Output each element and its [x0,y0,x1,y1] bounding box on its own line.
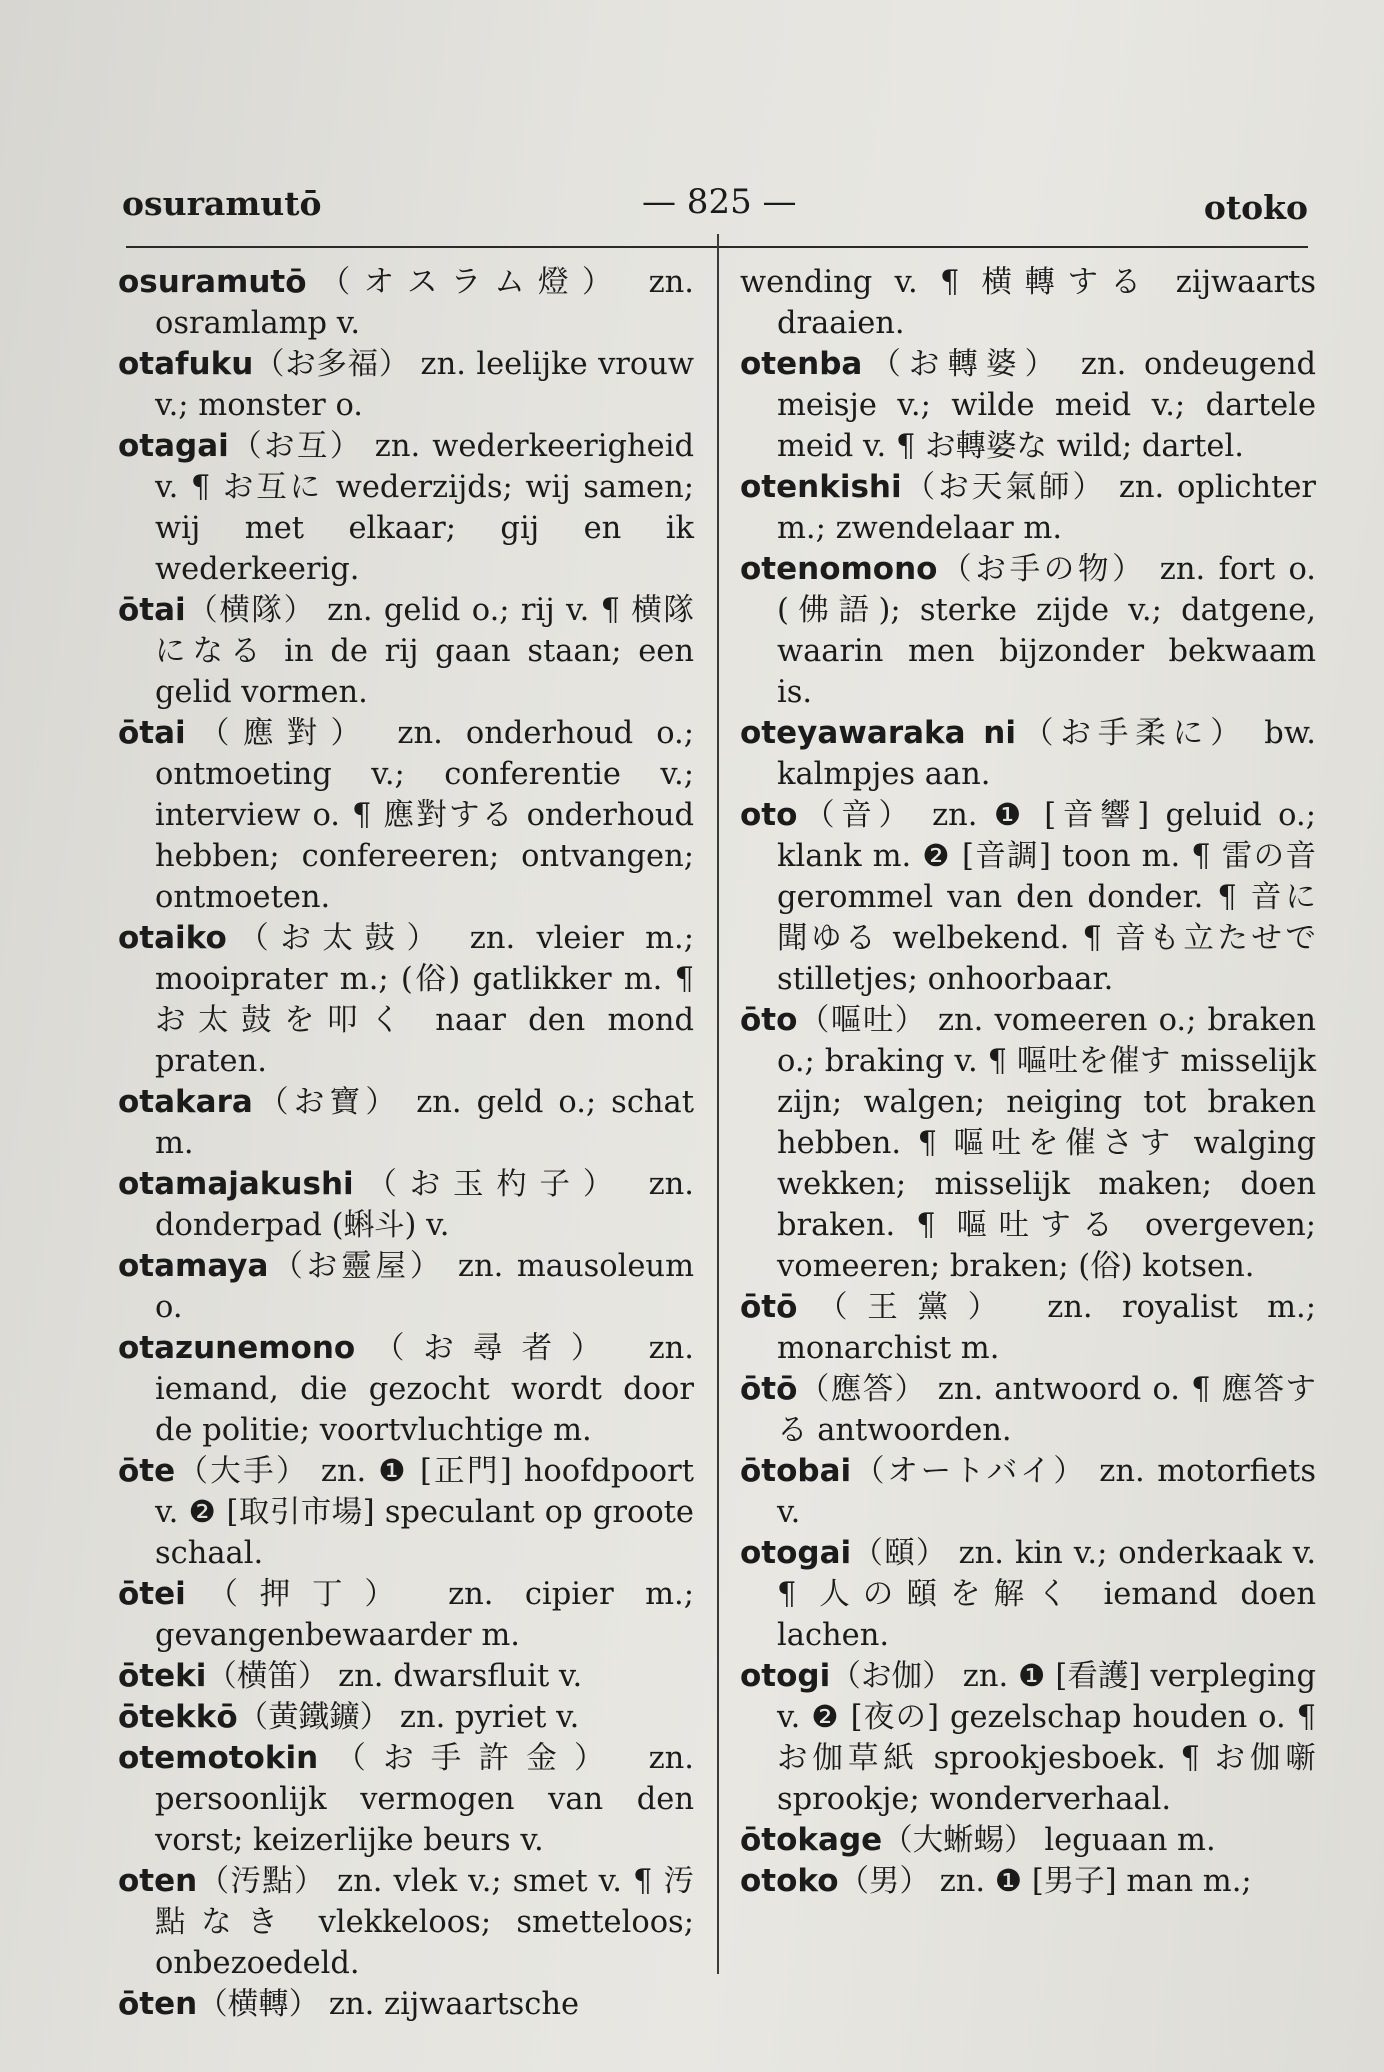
running-head-right: otoko [1203,188,1308,227]
entry-kanji: （お伽） [830,1659,953,1694]
right-column [740,262,1316,1902]
dictionary-entry [118,1656,694,1697]
entry-headword: ōtō [740,1371,798,1407]
entry-definition: zn. iemand, die gezocht wordt door de politie; voortvluchtige m. [155,1331,694,1448]
dictionary-entry [740,467,1316,549]
entry-headword: oto [740,797,798,833]
dictionary-entry [118,1082,694,1164]
entry-definition: leguaan m. [1044,1823,1216,1858]
entry-definition: zn. ❶ [看護] verpleging v. ❷ [夜の] gezelschap houden o. ¶ お伽草紙 sprookjesboek. ¶ お伽噺 sprookje; wonderverhaal. [777,1659,1316,1817]
entry-headword: otaiko [118,920,227,956]
entry-definition: zn. onderhoud o.; ontmoeting v.; conferentie v.; interview o. ¶ 應對する onderhoud hebben; confereeren; ontvangen; ontmoeten. [155,716,694,915]
entry-headword: otogai [740,1535,852,1571]
entry-definition: zn. ❶ [男子] man m.; [939,1864,1252,1899]
entry-headword: otenkishi [740,469,902,505]
dictionary-entry [118,590,694,713]
entry-definition: zn. vomeeren o.; braken o.; braking v. ¶ 嘔吐を催す misselijk zijn; walgen; neiging tot braken hebben. ¶ 嘔吐を催さす walging wekken; misselijk maken; doen braken. ¶ 嘔吐する overgeven; vomeeren; braken; (俗) kotsen. [777,1003,1317,1284]
entry-kanji: （お轉婆） [862,347,1064,382]
page-number: — 825 — [642,182,797,222]
dictionary-entry [118,1574,694,1656]
dictionary-entry [740,262,1316,344]
entry-definition: zn. antwoord o. ¶ 應答する antwoorden. [777,1372,1317,1448]
dictionary-entry [118,1861,694,1984]
entry-definition: zn. motorfiets v. [777,1454,1316,1530]
entry-definition: zn. donderpad (蝌斗) v. [155,1167,695,1243]
dictionary-entry [118,1246,694,1328]
entry-definition: zn. ondeugend meisje v.; wilde meid v.; dartele meid v. ¶ お轉婆な wild; dartel. [777,347,1316,464]
dictionary-entry [118,344,694,426]
dictionary-entry [740,1287,1316,1369]
entry-kanji: （お玉杓子） [353,1167,627,1202]
entry-headword: otogi [740,1658,831,1694]
dictionary-entry [118,262,694,344]
entry-headword: otakara [118,1084,253,1120]
dictionary-entry [740,549,1316,713]
dictionary-entry [740,1820,1316,1861]
entry-kanji: （大蜥蜴） [882,1823,1035,1858]
entry-kanji: （横轉） [197,1987,320,2022]
entry-headword: otenba [740,346,863,382]
left-column [118,262,694,2025]
entry-kanji: （應答） [797,1372,927,1407]
entry-headword: ōtekkō [118,1699,238,1735]
entry-headword: otemotokin [118,1740,319,1776]
entry-kanji: （お手柔に） [1016,716,1248,751]
entry-definition: zn. osramlamp v. [155,265,695,341]
entry-headword: otamajakushi [118,1166,354,1202]
entry-kanji: （お多福） [253,347,411,382]
entry-definition: zn. vleier m.; mooiprater m.; (俗) gatlikker m. ¶ お太鼓を叩く naar den mond praten. [155,921,695,1079]
entry-headword: ōtai [118,715,186,751]
entry-headword: ōte [118,1453,176,1489]
entry-headword: osuramutō [118,264,307,300]
dictionary-entry [740,713,1316,795]
dictionary-entry [118,713,694,918]
entry-kanji: （お天氣師） [901,470,1107,505]
column-divider [717,234,719,1974]
dictionary-entry [740,1656,1316,1820]
entry-kanji: （黄鐵鑛） [237,1700,391,1735]
entry-kanji: （頤） [851,1536,948,1571]
dictionary-entry [118,1697,694,1738]
entry-definition: zn. oplichter m.; zwendelaar m. [777,470,1316,546]
entry-definition: zn. dwarsfluit v. [338,1659,583,1694]
entry-headword: ōten [118,1986,198,2022]
entry-definition: bw. kalmpjes aan. [777,716,1317,792]
entry-headword: ōtokage [740,1822,883,1858]
entry-kanji: （お互） [228,429,363,464]
entry-headword: ōtai [118,592,186,628]
dictionary-entry [740,344,1316,467]
entry-definition: zn. gelid o.; rij v. ¶ 横隊になる in de rij gaan staan; een gelid vormen. [155,593,694,710]
page-header [122,176,1308,236]
dictionary-entry [118,1738,694,1861]
entry-headword: otamaya [118,1248,269,1284]
entry-kanji: （お手許金） [318,1741,622,1776]
entry-definition: zn. kin v.; onderkaak v. ¶ 人の頤を解く iemand doen lachen. [777,1536,1317,1653]
entry-kanji: （男） [838,1864,930,1899]
entry-headword: otenomono [740,551,938,587]
dictionary-entry [740,1369,1316,1451]
dictionary-entry [740,1451,1316,1533]
entry-definition: zn. geld o.; schat m. [155,1085,694,1161]
entry-headword: otoko [740,1863,839,1899]
entry-headword: ōtei [118,1576,186,1612]
entry-definition: zn. fort o. (佛語); sterke zijde v.; datgene, waarin men bijzonder bekwaam is. [777,552,1317,710]
entry-definition: zn. wederkeerigheid v. ¶ お互に wederzijds; wij samen; wij met elkaar; gij en ik wederkeerig. [155,429,695,587]
entry-definition: zn. zijwaartsche [328,1987,580,2022]
entry-definition: zn. cipier m.; gevangenbewaarder m. [155,1577,695,1653]
entry-headword: ōteki [118,1658,207,1694]
entry-definition: zn. persoonlijk vermogen van den vorst; keizerlijke beurs v. [155,1741,695,1858]
dictionary-entry [118,426,694,590]
entry-kanji: （お寶） [252,1085,402,1120]
entry-kanji: （お靈屋） [268,1249,445,1284]
dictionary-entry [118,1328,694,1451]
entry-kanji: （オートバイ） [851,1454,1087,1489]
dictionary-entry [118,1164,694,1246]
entry-kanji: （横笛） [206,1659,329,1694]
entry-definition: zn. mausoleum o. [155,1249,694,1325]
entry-definition: zn. vlek v.; smet v. ¶ 汚點なき vlekkeloos; smetteloos; onbezoedeld. [155,1864,694,1981]
entry-headword: otazunemono [118,1330,356,1366]
entry-kanji: （嘔吐） [797,1003,927,1038]
entry-definition: zn. ❶ [正門] hoofdpoort v. ❷ [取引市場] speculant op groote schaal. [155,1454,695,1571]
running-head-left: osuramutō [122,184,322,223]
dictionary-entry [740,1533,1316,1656]
entry-definition: zn. pyriet v. [399,1700,580,1735]
entry-kanji: （押丁） [185,1577,417,1612]
entry-kanji: （汚點） [197,1864,327,1899]
entry-kanji: （オスラム燈） [306,265,626,300]
dictionary-entry [118,1451,694,1574]
entry-headword: ōto [740,1002,798,1038]
entry-headword: ōtobai [740,1453,852,1489]
entry-definition: zn. royalist m.; monarchist m. [777,1290,1317,1366]
entry-kanji: （王黨） [797,1290,1018,1325]
entry-definition: wending v. ¶ 横轉する zijwaarts draaien. [740,265,1316,341]
entry-definition: zn. ❶ [音響] geluid o.; klank m. ❷ [音調] toon m. ¶ 雷の音 gerommel van den donder. ¶ 音に聞ゆる welbekend. ¶ 音も立たせで stilletjes; onhoorbaar. [777,798,1316,997]
entry-kanji: （お太鼓） [226,921,449,956]
entry-kanji: （大手） [175,1454,309,1489]
entry-definition: zn. leelijke vrouw v.; monster o. [155,347,695,423]
entry-headword: oten [118,1863,198,1899]
entry-kanji: （音） [797,798,916,833]
entry-headword: ōtō [740,1289,798,1325]
entry-kanji: （横隊） [185,593,316,628]
dictionary-entry [118,918,694,1082]
entry-kanji: （應對） [185,716,375,751]
dictionary-entry [740,1000,1316,1287]
entry-kanji: （お手の物） [937,552,1147,587]
entry-headword: oteyawaraka ni [740,715,1017,751]
entry-headword: otafuku [118,346,254,382]
entry-headword: otagai [118,428,229,464]
entry-kanji: （お尋者） [355,1331,621,1366]
dictionary-entry [740,795,1316,1000]
dictionary-entry [118,1984,694,2025]
dictionary-entry [740,1861,1316,1902]
